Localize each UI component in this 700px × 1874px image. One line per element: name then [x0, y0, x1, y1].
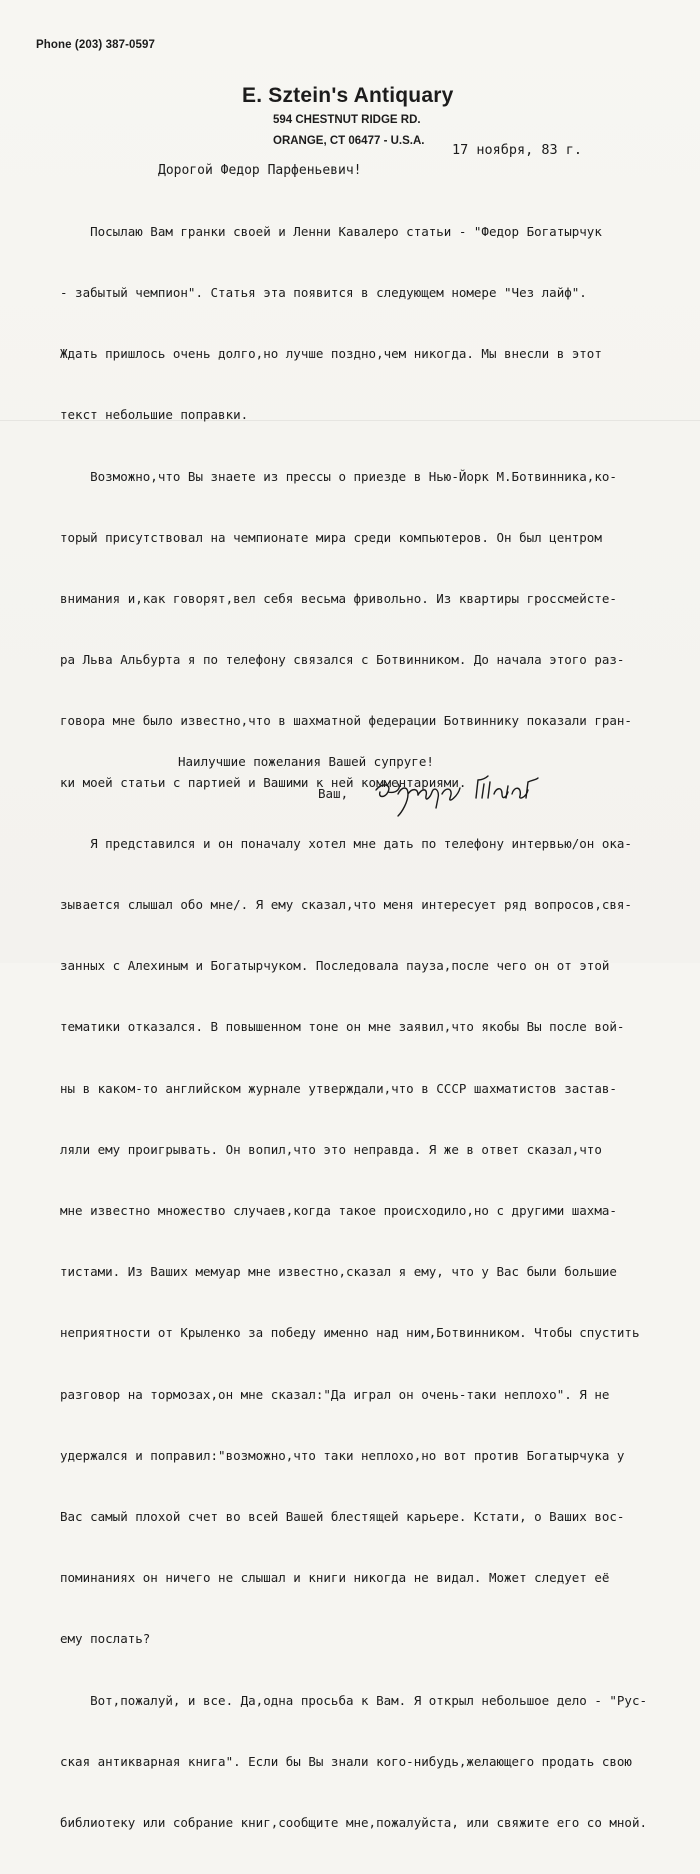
- body-line: Вас самый плохой счет во всей Вашей блестящей карьере. Кстати, о Ваших вос-: [60, 1509, 625, 1525]
- body-line: Возможно,что Вы знаете из прессы о приезде в Нью-Йорк М.Ботвинника,ко-: [60, 468, 617, 484]
- letter-greeting: Дорогой Федор Парфеньевич!: [158, 163, 362, 178]
- body-line: - забытый чемпион". Статья эта появится в следующем номере "Чез лайф".: [60, 285, 587, 301]
- letter-signoff: Ваш,: [318, 786, 349, 801]
- letterhead-address-street: 594 CHESTNUT RIDGE RD.: [273, 114, 421, 126]
- body-line: занных с Алехиным и Богатырчуком. Последовала пауза,после чего он от этой: [60, 958, 610, 974]
- letter-date: 17 ноября, 83 г.: [452, 142, 583, 158]
- body-line: ки моей статьи с партией и Вашими к ней комментариями.: [60, 774, 467, 790]
- letterhead-firm-name: E. Sztein's Antiquary: [242, 84, 454, 107]
- body-line: торый присутствовал на чемпионате мира среди компьютеров. Он был центром: [60, 529, 602, 545]
- body-line: тематики отказался. В повышенном тоне он мне заявил,что якобы Вы после вой-: [60, 1019, 625, 1035]
- handwritten-signature: [368, 768, 548, 820]
- body-line: библиотеку или собрание книг,сообщите мне,пожалуйста, или свяжите его со мной.: [60, 1815, 647, 1831]
- body-line: говора мне было известно,что в шахматной федерации Ботвиннику показали гран-: [60, 713, 632, 729]
- body-line: тистами. Из Ваших мемуар мне известно,сказал я ему, что у Вас были большие: [60, 1264, 617, 1280]
- body-line: ская антикварная книга". Если бы Вы знали кого-нибудь,желающего продать свою: [60, 1753, 632, 1769]
- letterhead-address-city: ORANGE, CT 06477 - U.S.A.: [273, 135, 425, 147]
- body-line: неприятности от Крыленко за победу именно над ним,Ботвинником. Чтобы спустить: [60, 1325, 640, 1341]
- letter-closing: Наилучшие пожелания Вашей супруге!: [178, 754, 434, 769]
- body-line: Ждать пришлось очень долго,но лучше поздно,чем никогда. Мы внесли в этот: [60, 346, 602, 362]
- body-line: ляли ему проигрывать. Он вопил,что это неправда. Я же в ответ сказал,что: [60, 1141, 602, 1157]
- body-line: ра Льва Альбурта я по телефону связался с Ботвинником. До начала этого раз-: [60, 652, 625, 668]
- body-line: мне известно множество случаев,когда такое происходило,но с другими шахма-: [60, 1203, 617, 1219]
- body-line: зывается слышал обо мне/. Я ему сказал,что меня интересует ряд вопросов,свя-: [60, 897, 632, 913]
- body-line: Посылаю Вам гранки своей и Ленни Кавалеро статьи - "Федор Богатырчук: [60, 223, 602, 239]
- body-line: ны в каком-то английском журнале утверждали,что в СССР шахматистов застав-: [60, 1080, 617, 1096]
- letter-body: [60, 181, 700, 1874]
- letterhead-phone: Phone (203) 387-0597: [36, 39, 155, 51]
- body-line: Вот,пожалуй, и все. Да,одна просьба к Вам. Я открыл небольшое дело - "Рус-: [60, 1692, 647, 1708]
- body-line: текст небольшие поправки.: [60, 407, 249, 423]
- body-line: поминаниях он ничего не слышал и книги никогда не видал. Может следует её: [60, 1570, 610, 1586]
- body-line: ему послать?: [60, 1631, 151, 1647]
- body-line: Я представился и он поначалу хотел мне дать по телефону интервью/он ока-: [60, 835, 632, 851]
- body-line: разговор на тормозах,он мне сказал:"Да играл он очень-таки неплохо". Я не: [60, 1386, 610, 1402]
- body-line: удержался и поправил:"возможно,что таки неплохо,но вот против Богатырчука у: [60, 1447, 625, 1463]
- body-line: внимания и,как говорят,вел себя весьма фривольно. Из квартиры гроссмейсте-: [60, 591, 617, 607]
